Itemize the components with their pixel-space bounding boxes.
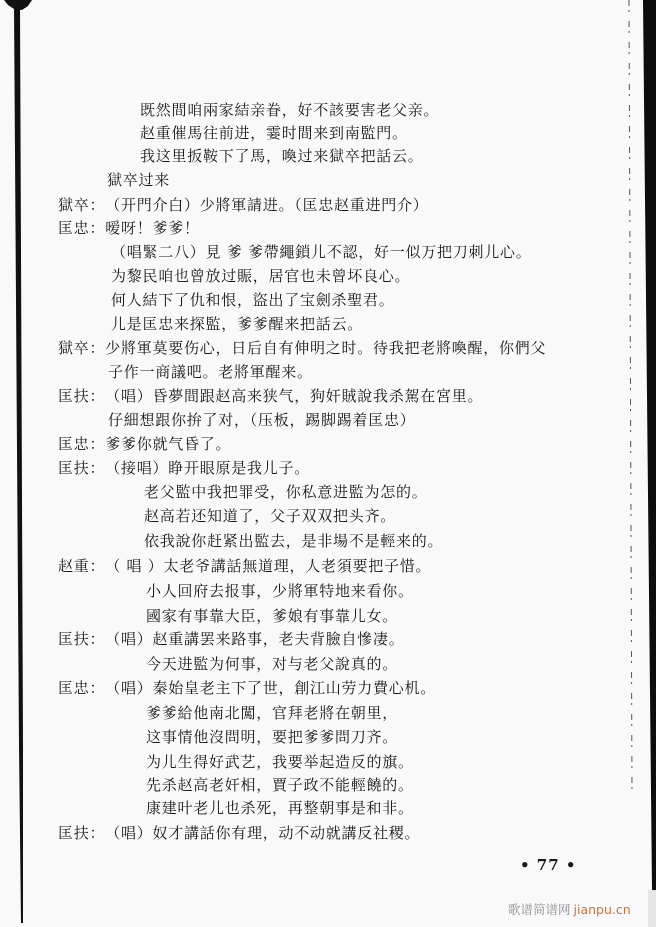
verse-line bbox=[144, 507, 396, 525]
line-text: 为黎民咱也曾放过賑，居官也未曾坏良心。 bbox=[111, 267, 411, 285]
dialogue-line bbox=[58, 459, 310, 477]
line-text: 先杀赵高老奸相，賈子政不能輕饒的。 bbox=[146, 776, 414, 794]
speaker-label: 獄卒： bbox=[58, 339, 106, 357]
line-text: 赵重催馬往前进，霎时間来到南監門。 bbox=[140, 124, 408, 142]
verse-line bbox=[140, 147, 424, 165]
verse-line bbox=[108, 411, 416, 429]
verse-line bbox=[111, 267, 410, 285]
line-text: 赵高若还知道了，父子双双把头齐。 bbox=[144, 507, 397, 525]
line-text: （开門介白）少將軍請进。（匡忠赵重进門介） bbox=[105, 196, 429, 214]
watermark-domain: jianpu.cn bbox=[573, 902, 631, 917]
line-text: 老父監中我把罪受，你私意进監为怎的。 bbox=[144, 483, 428, 501]
dialogue-line bbox=[58, 630, 405, 648]
dialogue-line bbox=[58, 339, 546, 357]
verse-line bbox=[146, 728, 398, 746]
speaker-label: 匡忠： bbox=[58, 679, 106, 697]
line-text: 仔細想跟你拚了对，（压板，踢脚踢着匡忠） bbox=[108, 411, 416, 429]
dialogue-line bbox=[58, 387, 483, 405]
top-left-ink-blob bbox=[4, 0, 32, 10]
verse-line bbox=[146, 582, 414, 600]
dialogue-line bbox=[58, 196, 429, 214]
line-text: （ 唱 ）太老爷講話無道理，人老須要把子惜。 bbox=[105, 557, 432, 575]
watermark-site-name: 歌谱简谱网 bbox=[508, 902, 571, 917]
verse-line bbox=[144, 483, 428, 501]
line-text: 國家有事靠大臣，爹娘有事靠儿女。 bbox=[146, 607, 399, 625]
line-text: 子作一商議吧。老將軍醒来。 bbox=[108, 363, 313, 381]
speaker-label: 匡扶： bbox=[58, 824, 106, 842]
line-text: 依我說你赶紧出監去，是非場不是輕来的。 bbox=[144, 532, 444, 550]
line-text: 这事情他沒問明，要把爹爹問刀齐。 bbox=[146, 728, 399, 746]
speaker-label: 匡扶： bbox=[58, 459, 106, 477]
page-number: • 77 • bbox=[520, 856, 577, 874]
speaker-label: 匡扶： bbox=[58, 630, 106, 648]
dialogue-line bbox=[58, 219, 200, 237]
right-scan-edge bbox=[643, 0, 656, 890]
verse-line bbox=[111, 315, 363, 333]
line-text: 康建叶老儿也杀死，再整朝事是和非。 bbox=[146, 799, 414, 817]
verse-line bbox=[146, 776, 414, 794]
verse-line bbox=[146, 607, 398, 625]
line-text: （唱）奴才講話你有理，动不动就講反社稷。 bbox=[105, 824, 421, 842]
line-text: 小人回府去报事，少將軍特地来看你。 bbox=[146, 582, 414, 600]
speaker-label: 匡扶： bbox=[58, 387, 106, 405]
dialogue-line bbox=[58, 824, 420, 842]
verse-line bbox=[144, 532, 443, 550]
line-text: 嗳呀！爹爹！ bbox=[105, 219, 200, 237]
verse-line bbox=[108, 363, 313, 381]
line-text: 今天进監为何事，对与老父說真的。 bbox=[146, 655, 399, 673]
speaker-label: 匡忠： bbox=[58, 435, 106, 453]
speaker-label: 赵重： bbox=[58, 557, 106, 575]
line-text: 既然間咱兩家結亲眷，好不該要害老父亲。 bbox=[140, 101, 440, 119]
verse-line bbox=[146, 753, 414, 771]
dialogue-line bbox=[58, 679, 436, 697]
dialogue-line bbox=[58, 557, 431, 575]
verse-line bbox=[146, 799, 414, 817]
dialogue-line bbox=[58, 435, 231, 453]
line-text: 獄卒过来 bbox=[107, 171, 171, 189]
verse-line bbox=[140, 101, 439, 119]
line-text: 何人結下了仇和恨，盜出了宝劍杀聖君。 bbox=[111, 291, 395, 309]
verse-line bbox=[146, 704, 398, 722]
watermark bbox=[508, 900, 631, 918]
left-binding-line bbox=[14, 6, 23, 923]
line-text: 儿是匡忠来探監，爹爹醒来把話云。 bbox=[111, 315, 364, 333]
line-text: （唱）赵重講罢来路事，老夫背臉自慘凄。 bbox=[105, 630, 405, 648]
line-text: （唱緊二八）見 爹 爹帶繩鎖儿不認，好一似万把刀刺儿心。 bbox=[111, 243, 532, 261]
verse-line bbox=[140, 124, 408, 142]
line-text: 为儿生得好武艺，我要举起造反的旗。 bbox=[146, 753, 414, 771]
speaker-label: 匡忠： bbox=[58, 219, 106, 237]
line-text: 我这里扳鞍下了馬，喚过来獄卒把話云。 bbox=[140, 147, 424, 165]
speaker-label: 獄卒： bbox=[58, 196, 106, 214]
line-text: （唱）秦始皇老主下了世，創江山劳力費心机。 bbox=[105, 679, 437, 697]
stage-direction bbox=[107, 171, 170, 189]
right-margin-line bbox=[629, 0, 632, 790]
bottom-right-gray bbox=[648, 890, 656, 927]
verse-line bbox=[111, 291, 395, 309]
verse-line bbox=[146, 655, 398, 673]
line-text: （接唱）睁开眼原是我儿子。 bbox=[105, 459, 311, 477]
line-text: 爹爹給他南北闖，官拜老將在朝里， bbox=[146, 704, 399, 722]
line-text: 少將軍莫要伤心，日后自有伸明之时。待我把老將喚醒，你們父 bbox=[105, 339, 547, 357]
line-text: （唱）昏夢間跟赵高来狭气，狗奸賊說我杀駕在宮里。 bbox=[105, 387, 484, 405]
verse-line bbox=[111, 243, 532, 261]
line-text: 爹爹你就气昏了。 bbox=[105, 435, 232, 453]
